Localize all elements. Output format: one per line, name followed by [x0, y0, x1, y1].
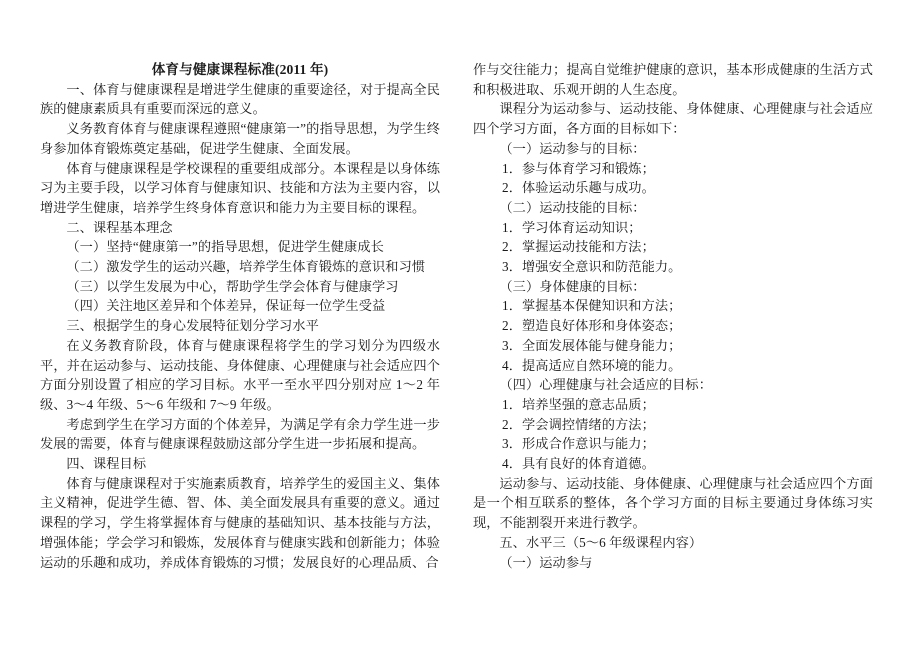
doc-paragraph: 体育与健康课程对于实施素质教育，培养学生的爱国主义、集体主义精神，促进学生德、智、体、美全面发展具有重要的意义。通过课程的学习，学生将掌握体育与健康的基础知识、基本技能与方法，增强体能；学会学习和锻炼，发展体育与健康实践和创新能力；体验运动的乐趣和成功，养成体育锻炼的习惯；发展良好的心理品质、合	[40, 475, 440, 570]
subsection-heading: （四）关注地区差异和个体差异，保证每一位学生受益	[66, 298, 386, 314]
list-item: 2．掌握运动技能和方法；	[502, 239, 655, 255]
doc-paragraph: 运动参与、运动技能、身体健康、心理健康与社会适应四个方面是一个相互联系的整体，各个学习方面的目标主要通过身体练习实现，不能割裂开来进行教学。	[473, 475, 873, 531]
list-item: 4．提高适应自然环境的能力。	[502, 357, 682, 373]
doc-paragraph: 一、体育与健康课程是增进学生健康的重要途径，对于提高全民族的健康素质具有重要而深远的意义。	[40, 81, 440, 117]
doc-paragraph: 作与交往能力；提高自觉维护健康的意识，基本形成健康的生活方式和积极进取、乐观开朗的人生态度。	[473, 62, 873, 97]
right-column	[473, 60, 873, 572]
doc-paragraph: 义务教育体育与健康课程遵照“健康第一”的指导思想，为学生终身参加体育锻炼奠定基础，促进学生健康、全面发展。	[40, 121, 440, 156]
list-item: 4．具有良好的体育道德。	[502, 456, 655, 472]
doc-title: 体育与健康课程标准(2011 年)	[151, 62, 329, 77]
list-item: 3．增强安全意识和防范能力。	[502, 259, 682, 275]
subsection-heading: （二）运动技能的目标：	[499, 199, 646, 215]
section-heading: 二、课程基本理念	[66, 219, 173, 235]
list-item: 2．体验运动乐趣与成功。	[502, 180, 655, 196]
list-item: 1．掌握基本保健知识和方法；	[502, 298, 682, 314]
subsection-heading: （一）运动参与的目标：	[499, 140, 646, 156]
subsection-heading: （三）身体健康的目标：	[499, 278, 646, 294]
section-heading: 四、课程目标	[66, 456, 147, 472]
list-item: 3．形成合作意识与能力；	[502, 436, 655, 452]
doc-paragraph: 考虑到学生在学习方面的个体差异，为满足学有余力学生进一步发展的需要，体育与健康课程鼓励这部分学生进一步拓展和提高。	[40, 416, 440, 452]
list-item: 1．参与体育学习和锻炼；	[502, 160, 655, 176]
doc-paragraph: 课程分为运动参与、运动技能、身体健康、心理健康与社会适应四个学习方面，各方面的目标如下：	[473, 101, 873, 137]
subsection-heading: （三）以学生发展为中心，帮助学生学会体育与健康学习	[66, 278, 399, 294]
subsection-heading: （一）运动参与	[499, 554, 593, 570]
list-item: 2．塑造良好体形和身体姿态；	[502, 318, 682, 334]
subsection-heading: （四）心理健康与社会适应的目标：	[499, 377, 712, 393]
subsection-heading: （一）坚持“健康第一”的指导思想，促进学生健康成长	[66, 239, 384, 255]
list-item: 1．培养坚强的意志品质；	[502, 396, 655, 412]
section-heading: 三、根据学生的身心发展特征划分学习水平	[66, 318, 319, 334]
doc-paragraph: 在义务教育阶段，体育与健康课程将学生的学习划分为四级水平，并在运动参与、运动技能、身体健康、心理健康与社会适应四个方面分别设置了相应的学习目标。水平一至水平四分别对应 1～2 年级、3～4 年级、5～6 年级和 7～9 年级。	[40, 337, 440, 412]
section-heading: 五、水平三（5～6 年级课程内容）	[499, 534, 703, 550]
list-item: 3．全面发展体能与健身能力；	[502, 337, 682, 353]
subsection-heading: （二）激发学生的运动兴趣，培养学生体育锻炼的意识和习惯	[66, 259, 426, 275]
doc-paragraph: 体育与健康课程是学校课程的重要组成部分。本课程是以身体练习为主要手段，以学习体育与健康知识、技能和方法为主要内容，以增进学生健康，培养学生终身体育意识和能力为主要目标的课程。	[40, 160, 440, 215]
list-item: 1．学习体育运动知识；	[502, 219, 642, 235]
list-item: 2．学会调控情绪的方法；	[502, 416, 655, 432]
left-column	[40, 60, 440, 572]
